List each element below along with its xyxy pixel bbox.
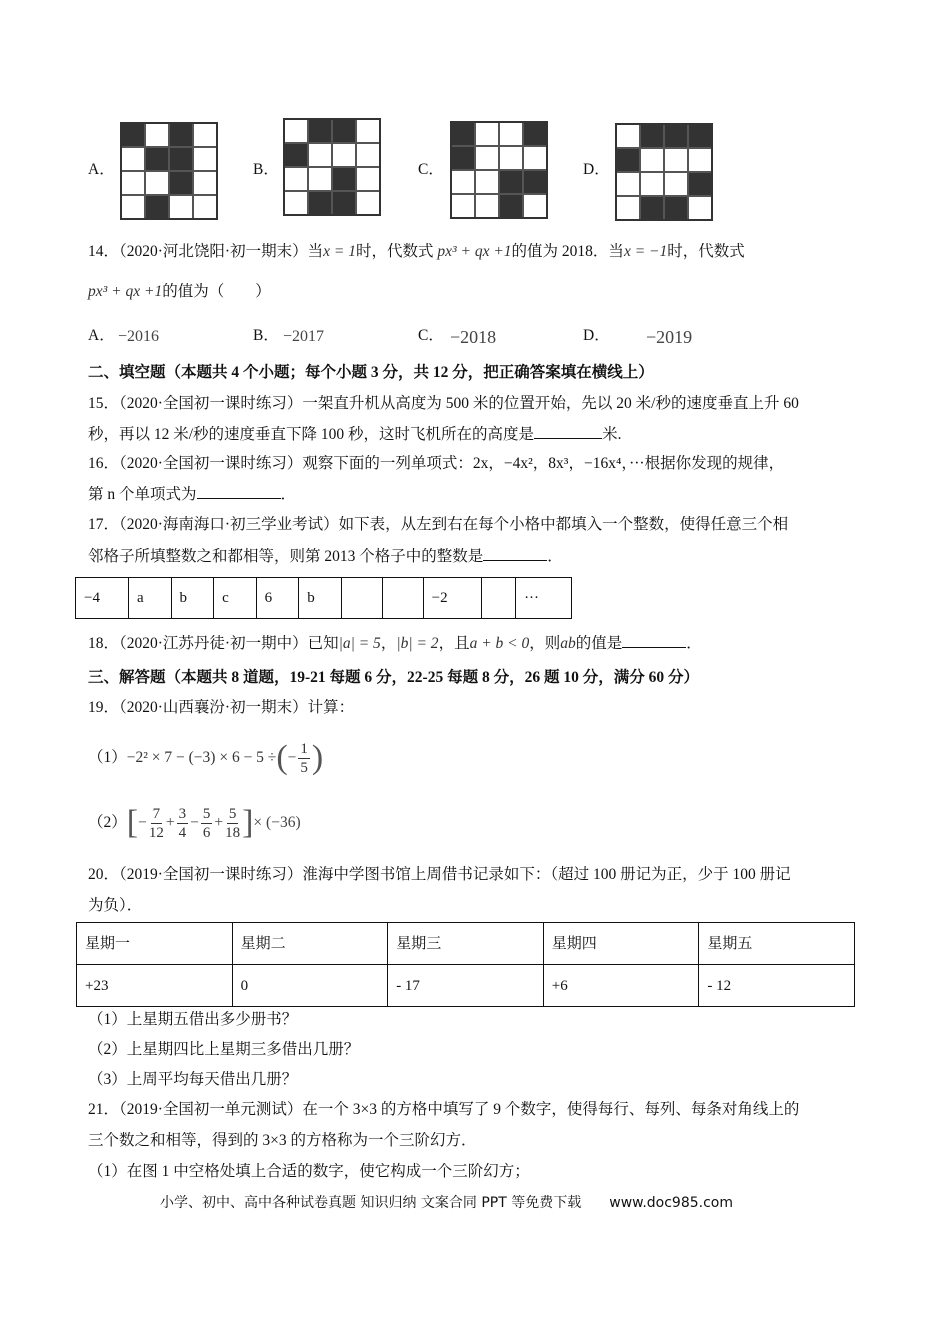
empty-cell (665, 173, 687, 195)
q16-line2: 第 n 个单项式为 ． (88, 486, 297, 503)
sequence-cell: c (214, 578, 256, 619)
empty-cell (524, 147, 546, 169)
filled-cell (689, 125, 711, 147)
q17-line1: 17．（2020·海南海口·初三学业考试）如下表，从左到右在每个小格中都填入一个整数，使得任意三个相 (88, 516, 789, 533)
option-label: A． (88, 327, 115, 344)
empty-cell (309, 144, 331, 166)
header-cell: 星期二 (232, 923, 388, 965)
q21-line2: 三个数之和相等，得到的 3×3 的方格称为一个三阶幻方． (88, 1132, 477, 1149)
option-label: D． (583, 161, 610, 178)
filled-cell (452, 147, 474, 169)
q15-line1: 15．（2020·全国初一课时练习）一架直升机从高度为 500 米的位置开始，先以 20 米/秒的速度垂直上升 60 (88, 395, 799, 412)
operator: − (190, 814, 199, 831)
filled-cell (333, 120, 355, 142)
empty-cell (194, 124, 216, 146)
empty-cell (170, 196, 192, 218)
option-value: −2017 (283, 328, 325, 345)
empty-cell (285, 120, 307, 142)
empty-cell (357, 192, 379, 214)
q20-line1: 20．（2019·全国初一课时练习）淮海中学图书馆上周借书记录如下：（超过 100 册记为正，少于 100 册记 (88, 866, 791, 883)
denominator: 4 (178, 824, 187, 841)
option-label: B． (253, 161, 279, 178)
numerator: 5 (202, 805, 211, 822)
empty-cell (476, 147, 498, 169)
fraction: $\frac{1}{5}$ (300, 740, 308, 776)
header-cell: 星期四 (543, 923, 699, 965)
empty-cell (122, 148, 144, 170)
q20-sub2: （2）上星期四比上星期三多借出几册？ (88, 1041, 360, 1058)
filled-cell (524, 123, 546, 145)
answer-blank[interactable] (197, 484, 281, 499)
filled-cell (665, 197, 687, 219)
sequence-cell (341, 578, 382, 619)
empty-cell (357, 168, 379, 190)
filled-cell (641, 197, 663, 219)
numerator: 3 (178, 805, 187, 822)
filled-cell (452, 123, 474, 145)
filled-cell (309, 120, 331, 142)
empty-cell (122, 196, 144, 218)
header-cell: 星期三 (388, 923, 544, 965)
empty-cell (500, 147, 522, 169)
answer-blank[interactable] (534, 424, 602, 439)
pattern-grid (120, 122, 218, 220)
empty-cell (357, 120, 379, 142)
section-2-heading: 二、填空题（本题共 4 个小题；每个小题 3 分，共 12 分，把正确答案填在横线上） (88, 364, 654, 381)
empty-cell (689, 197, 711, 219)
q19-part1: （1） −2² × 7 − (−3) × 6 − 5 ÷ ( − $\frac{1}{5}$ ) (88, 739, 324, 776)
value-cell: - 12 (699, 965, 855, 1007)
option-label: C． (418, 161, 444, 178)
option-label: A． (88, 161, 115, 178)
q21-line1: 21．（2019·全国初一单元测试）在一个 3×3 的方格中填写了 9 个数字，使得每行、每列、每条对角线上的 (88, 1101, 800, 1118)
filled-cell (689, 173, 711, 195)
value-cell: +6 (543, 965, 699, 1007)
section-3-heading: 三、解答题（本题共 8 道题，19-21 每题 6 分，22-25 每题 8 分，26 题 10 分，满分 60 分） (88, 669, 699, 686)
empty-cell (452, 195, 474, 217)
empty-cell (146, 124, 168, 146)
option-label: D． (583, 327, 610, 344)
q17-line2: 邻格子所填整数之和都相等，则第 2013 个格子中的整数是 ． (88, 548, 563, 565)
filled-cell (146, 196, 168, 218)
footer: 小学、初中、高中各种试卷真题 知识归纳 文案合同 PPT 等免费下载 www.doc985.com (160, 1195, 733, 1211)
filled-cell (500, 171, 522, 193)
fraction (149, 805, 164, 842)
denominator: 6 (202, 824, 211, 841)
empty-cell (122, 172, 144, 194)
sequence-cell: ··· (516, 578, 572, 619)
filled-cell (170, 172, 192, 194)
filled-cell (500, 195, 522, 217)
empty-cell (333, 144, 355, 166)
empty-cell (617, 125, 639, 147)
footer-link[interactable]: www.doc985.com (609, 1195, 733, 1211)
empty-cell (194, 172, 216, 194)
option-value: −2019 (646, 327, 693, 347)
q15-line2: 秒，再以 12 米/秒的速度垂直下降 100 秒，这时飞机所在的高度是 米. (88, 426, 622, 443)
pattern-grid (615, 123, 713, 221)
denominator: 12 (148, 824, 164, 841)
value-cell: +23 (77, 965, 233, 1007)
sequence-cell: b (299, 578, 342, 619)
answer-blank[interactable] (483, 546, 547, 561)
operator: − (138, 814, 147, 831)
empty-cell (476, 171, 498, 193)
option-value: −2016 (118, 328, 160, 345)
q14-line2: px³ + qx +1的值为（ ） (88, 283, 271, 300)
empty-cell (524, 195, 546, 217)
filled-cell (617, 149, 639, 171)
denominator: 18 (225, 824, 241, 841)
empty-cell (641, 149, 663, 171)
fraction (225, 805, 240, 842)
numerator: 5 (228, 805, 237, 822)
option-label: B． (253, 327, 279, 344)
operator: + (214, 814, 224, 831)
sequence-cell (482, 578, 516, 619)
sequence-cell: b (171, 578, 214, 619)
sequence-cell (382, 578, 423, 619)
empty-cell (617, 173, 639, 195)
q20-sub3: （3）上周平均每天借出几册？ (88, 1071, 298, 1088)
empty-cell (194, 148, 216, 170)
empty-cell (285, 192, 307, 214)
q20-line2: 为负）． (88, 897, 143, 914)
value-cell: - 17 (388, 965, 544, 1007)
q16-line1: 16．（2020·全国初一课时练习）观察下面的一列单项式：2x，−4x²，8x³，−16x⁴，···根据你发现的规律， (88, 455, 785, 472)
empty-cell (641, 173, 663, 195)
empty-cell (452, 171, 474, 193)
q20-sub1: （1）上星期五借出多少册书？ (88, 1011, 298, 1028)
q18-line: 18．（2020·江苏丹徒·初一期中）已知|a| = 5，|b| = 2，且a + b < 0，则ab的值是 ． (88, 635, 702, 652)
filled-cell (146, 148, 168, 170)
filled-cell (333, 168, 355, 190)
header-cell: 星期一 (77, 923, 233, 965)
empty-cell (357, 144, 379, 166)
empty-cell (285, 168, 307, 190)
sequence-cell: −2 (423, 578, 481, 619)
q19-part2: （2） [ − $\frac{7}{12}$ + $\frac{3}{4}$ − $\frac{5}{6}$ + $\frac{5}{18}$ ] × (−36) (88, 801, 301, 845)
filled-cell (524, 171, 546, 193)
empty-cell (689, 149, 711, 171)
filled-cell (170, 148, 192, 170)
empty-cell (309, 168, 331, 190)
empty-cell (476, 195, 498, 217)
empty-cell (476, 123, 498, 145)
header-cell: 星期五 (699, 923, 855, 965)
fraction (201, 805, 213, 842)
empty-cell (146, 172, 168, 194)
answer-blank[interactable] (622, 633, 686, 648)
q20-borrow-table (76, 922, 855, 1007)
filled-cell (122, 124, 144, 146)
operator: + (165, 814, 175, 831)
filled-cell (641, 125, 663, 147)
pattern-grid (450, 121, 548, 219)
filled-cell (170, 124, 192, 146)
q19-line: 19．（2020·山西襄汾·初一期末）计算： (88, 699, 355, 716)
value-cell: 0 (232, 965, 388, 1007)
sequence-cell: a (129, 578, 171, 619)
option-value: −2018 (450, 327, 497, 347)
filled-cell (665, 125, 687, 147)
q14-line1: 14．（2020·河北饶阳·初一期末）当x = 1时，代数式 px³ + qx +1的值为 2018．当x = −1时，代数式 (88, 243, 745, 260)
pattern-grid (283, 118, 381, 216)
q17-sequence-table (75, 577, 572, 619)
option-label: C． (418, 327, 444, 344)
sequence-cell: 6 (256, 578, 299, 619)
q21-sub1: （1）在图 1 中空格处填上合适的数字，使它构成一个三阶幻方； (88, 1163, 530, 1180)
empty-cell (665, 149, 687, 171)
numerator: 7 (152, 805, 161, 822)
filled-cell (309, 192, 331, 214)
fraction (177, 805, 189, 842)
filled-cell (285, 144, 307, 166)
filled-cell (333, 192, 355, 214)
empty-cell (500, 123, 522, 145)
empty-cell (617, 197, 639, 219)
sequence-cell: −4 (76, 578, 129, 619)
empty-cell (194, 196, 216, 218)
